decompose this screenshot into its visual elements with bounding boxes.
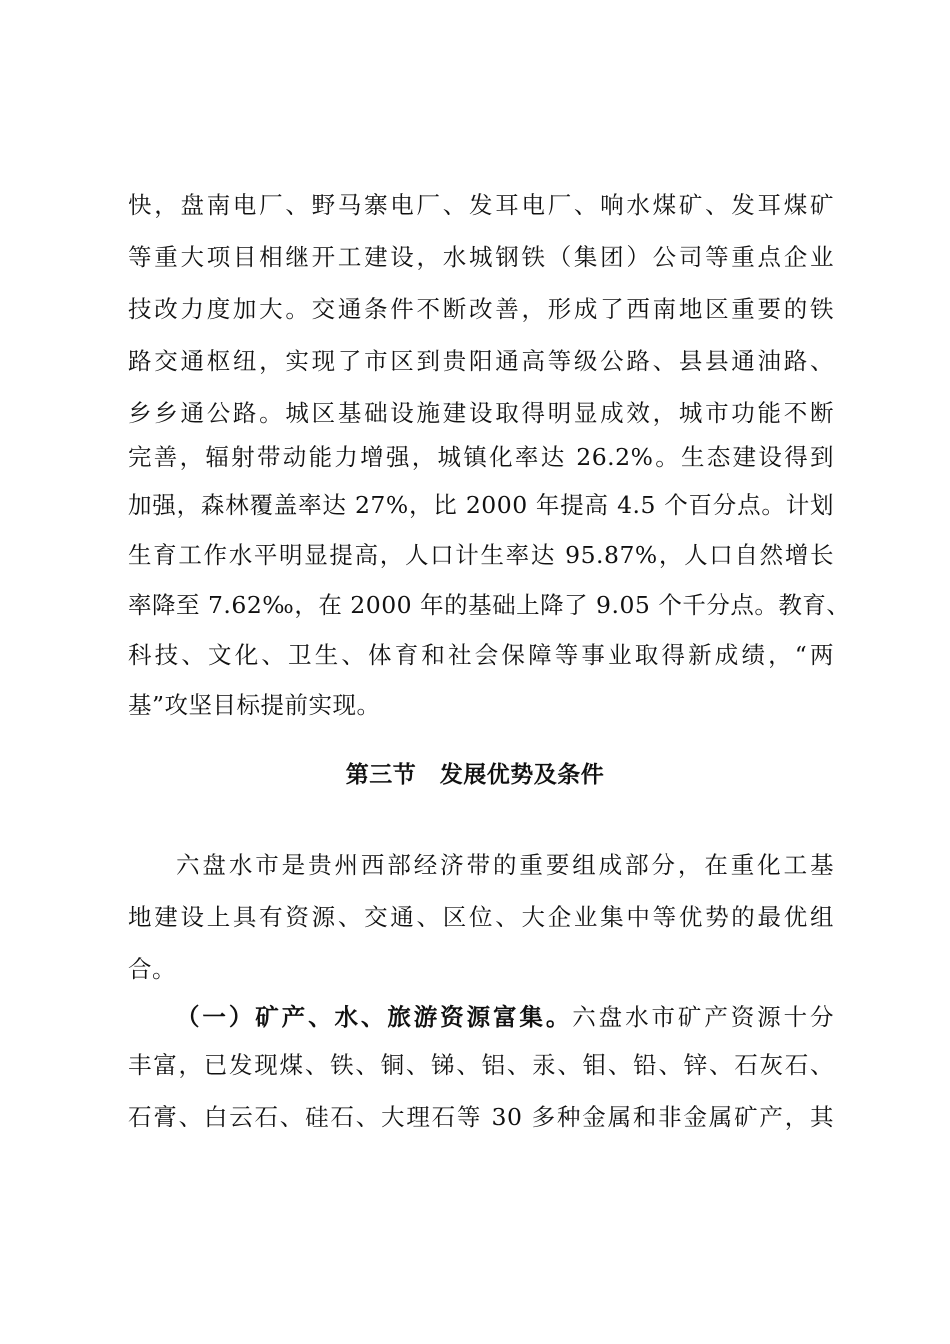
text-line: 六盘水市是贵州西部经济带的重要组成部分，在重化工基 xyxy=(176,851,834,879)
text-line: 科技、文化、卫生、体育和社会保障等事业取得新成绩，“两 xyxy=(128,641,834,669)
text-line: 路交通枢纽，实现了市区到贵阳通高等级公路、县县通油路、 xyxy=(128,347,834,375)
text-line: 基”攻坚目标提前实现。 xyxy=(128,691,381,719)
text-line: 完善，辐射带动能力增强，城镇化率达 26.2%。生态建设得到 xyxy=(128,443,834,471)
text-line: 率降至 7.62‰，在 2000 年的基础上降了 9.05 个千分点。教育、 xyxy=(128,591,851,619)
text-line xyxy=(176,998,834,1032)
text-line: 石膏、白云石、硅石、大理石等 30 多种金属和非金属矿产，其 xyxy=(128,1103,834,1131)
text-line: 合。 xyxy=(128,955,176,983)
paragraph-lead-rest: 六盘水市矿产资源十分 xyxy=(572,1003,834,1031)
text-line: 生育工作水平明显提高，人口计生率达 95.87%，人口自然增长 xyxy=(128,541,834,569)
text-line: 地建设上具有资源、交通、区位、大企业集中等优势的最优组 xyxy=(128,903,834,931)
text-line: 乡乡通公路。城区基础设施建设取得明显成效，城市功能不断 xyxy=(128,399,834,427)
text-line: 加强，森林覆盖率达 27%，比 2000 年提高 4.5 个百分点。计划 xyxy=(128,491,834,519)
text-line: 技改力度加大。交通条件不断改善，形成了西南地区重要的铁 xyxy=(128,295,834,323)
paragraph-lead-bold: （一）矿产、水、旅游资源富集。 xyxy=(176,1003,573,1031)
text-line: 快，盘南电厂、野马寨电厂、发耳电厂、响水煤矿、发耳煤矿 xyxy=(128,191,834,219)
text-line: 丰富，已发现煤、铁、铜、锑、铝、汞、钼、铅、锌、石灰石、 xyxy=(128,1051,834,1079)
section-heading: 第三节 发展优势及条件 xyxy=(345,762,605,788)
text-line: 等重大项目相继开工建设，水城钢铁（集团）公司等重点企业 xyxy=(128,243,834,271)
